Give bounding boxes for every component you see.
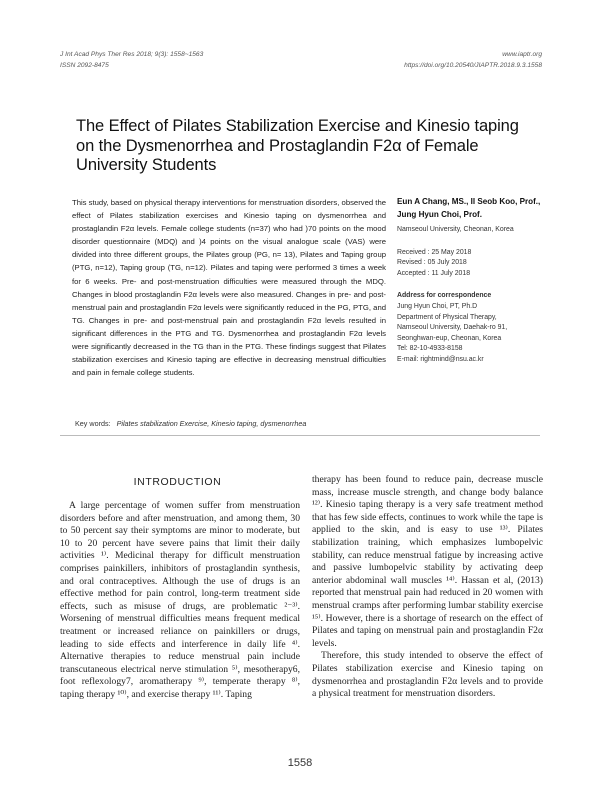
introduction-heading: INTRODUCTION — [133, 476, 222, 488]
keywords-value: Pilates stabilization Exercise, Kinesio taping, dysmenorrhea — [116, 419, 307, 428]
intro-right-paragraph-1: therapy has been found to reduce pain, decrease muscle mass, increase muscle strength, and change body balance ¹²⁾. Kinesio taping therapy is a very safe treatment method that has few side effects, continues to work while the tape is applied to the skin, and is easy to use ¹³⁾. Pilates stabilization training, which emphasizes lumbopelvic stability, can reduce menstrual fatigue by increasing active and passive lumbopelvic stability by activating deep anterior abdominal wall muscles ¹⁴⁾. Hassan et al, (2013) reported that menstrual pain had reduced in 20 women with menstrual cramps after performing lumbar stability exercise ¹⁵⁾. However, there is a shortage of research on the effect of Pilates and taping on menstrual pain and prostaglandin F2α levels. — [312, 474, 543, 649]
correspondence-heading: Address for correspondence — [397, 292, 492, 300]
correspondence-city: Seonghwan-eup, Cheonan, Korea — [397, 334, 502, 342]
intro-right-column — [312, 474, 543, 701]
correspondence-email[interactable]: E-mail: rightmind@nsu.ac.kr — [397, 355, 484, 363]
author-names: Eun A Chang, MS., Il Seob Koo, Prof., Jung Hyun Choi, Prof. — [397, 197, 541, 219]
journal-links — [404, 49, 542, 71]
website-link[interactable]: www.iaptr.org — [502, 51, 542, 58]
correspondence-name: Jung Hyun Choi, PT, Ph.D — [397, 302, 478, 310]
section-divider — [60, 435, 540, 436]
revised-date: Revised : 05 July 2018 — [397, 259, 467, 267]
author-info — [397, 196, 547, 366]
keywords — [75, 419, 306, 428]
received-date: Received : 25 May 2018 — [397, 248, 472, 256]
correspondence-univ: Namseoul University, Daehak-ro 91, — [397, 324, 508, 332]
journal-line: J Int Acad Phys Ther Res 2018; 9(3): 1558~1563 — [60, 51, 204, 58]
paper-title: The Effect of Pilates Stabilization Exercise and Kinesio taping on the Dysmenorrhea and Prostaglandin F2α of Female University Students — [76, 117, 519, 174]
abstract: This study, based on physical therapy interventions for menstruation disorders, observed the effect of Pilates stabilization exercises and Kinesio taping on dysmenorrhea and prostaglandin F2α levels. Female college students (n=37) who had )70 points on the mood disorder questionnaire (MDQ) and )4 points on the visual analogue scale (VAS) were divided into three different groups, the Pilates group (PG, n= 13), Pilates and Taping group (PTG, n=12), Taping group (TG, n=12). Pilates and taping were performed 3 times a week for 6 weeks. Pre- and post-menstruation difficulties were measured through the MDQ. Changes in blood prostaglandin F2α levels were also measured. Changes in pre- and post-menstrual pain and prostaglandin F2α levels were significantly reduced in the PG, PTG, and TG. Changes in pre- and post-menstrual pain and prostaglandin F2α levels resulted in significant differences in the PTG and TG. Dysmenorrhea and prostaglandin F2α levels were significantly decreased in the TG than in the PTG. These findings suggest that Pilates stabilization exercises and Kinesio taping are effective in decreasing menstrual difficulties and pain in female college students. — [72, 198, 386, 378]
correspondence-tel: Tel: 82-10-4933-8158 — [397, 345, 463, 353]
doi-link[interactable]: https://doi.org/10.20540/JIAPTR.2018.9.3.1558 — [404, 62, 542, 69]
journal-citation — [60, 49, 203, 71]
keywords-label: Key words: — [75, 419, 111, 428]
intro-right-paragraph-2: Therefore, this study intended to observe the effect of Pilates stabilization exercise and Kinesio taping on dysmenorrhea and prostaglandin F2α levels and to provide a physical treatment for menstruation disorders. — [312, 650, 543, 700]
intro-left-column: A large percentage of women suffer from menstruation disorders before and after menstruation, and among them, 30 to 50 percent say their symptoms are minor to moderate, but 10 to 20 percent have severe pains that limit their daily activities ¹⁾. Medicinal therapy for difficult menstruation comprises painkillers, inhibitors of prostaglandin synthesis, and oral contraceptives. Although the use of drugs is an effective method for pain control, long-term treatment side effects, such as misuse of drugs, are problematic ²⁻³⁾. Worsening of menstrual difficulties means frequent medical treatment or increased reliance on painkillers or drugs, leading to side effects and interference in daily life ⁴⁾. Alternative therapies to reduce menstrual pain include transcutaneous electrical nerve stimulation ⁵⁾, mesotherapy6, foot reflexology7, aromatherapy ⁹⁾, temperate therapy ⁸⁾, taping therapy ¹⁰⁾, and exercise therapy ¹¹⁾. Taping — [60, 500, 300, 700]
affiliation: Namseoul University, Cheonan, Korea — [397, 226, 514, 233]
correspondence-dept: Department of Physical Therapy, — [397, 313, 497, 321]
accepted-date: Accepted : 11 July 2018 — [397, 269, 471, 277]
issn-line: ISSN 2092-8475 — [60, 62, 109, 69]
page-number: 1558 — [287, 757, 313, 769]
